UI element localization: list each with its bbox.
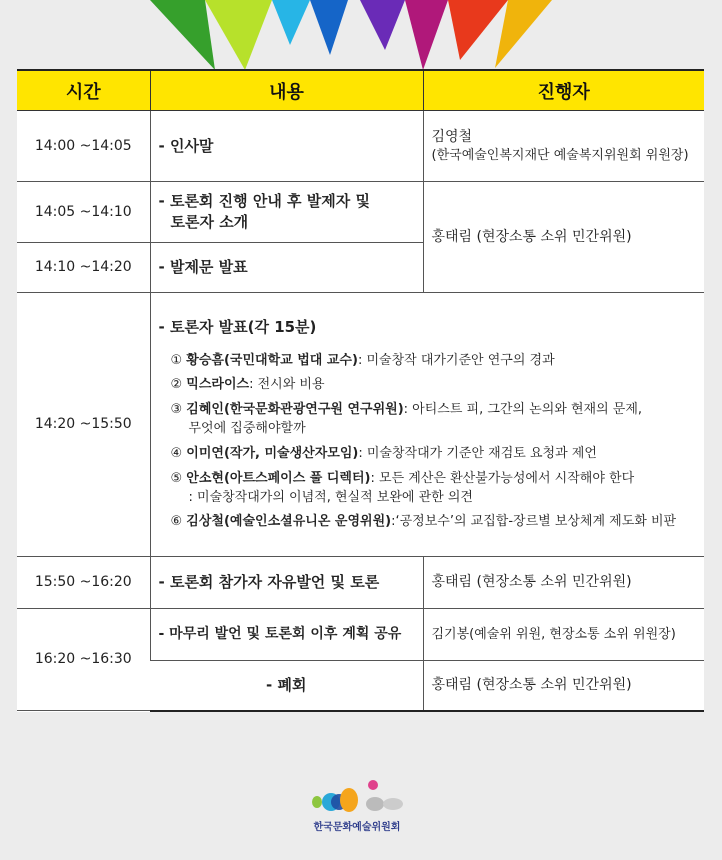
flag-blue [310, 0, 348, 55]
talk-number: ① [170, 352, 183, 368]
table-row [17, 557, 704, 609]
table-row [17, 609, 704, 661]
table-header-row [17, 70, 704, 111]
talk-speaker: 이미연(작가, 미술생산자모임) [186, 445, 359, 461]
list-item [171, 376, 697, 395]
agenda-text: - 토론회 진행 안내 후 발제자 및 [158, 192, 370, 211]
talk-topic-cont: : 미술창작대가의 이념적, 현실적 보완에 관한 의견 [188, 489, 473, 505]
talk-topic: : 전시와 비용 [249, 377, 325, 393]
time-cell: 15:50 ~16:20 [17, 557, 150, 609]
talk-speaker: 김상철(예술인소셜유니온 운영위원) [186, 514, 392, 530]
talk-number: ⑤ [170, 470, 183, 486]
header-time: 시간 [17, 70, 150, 111]
agenda-cell [150, 182, 423, 243]
talk-number: ④ [170, 445, 183, 461]
time-cell: 14:05 ~14:10 [17, 182, 150, 243]
table-row [17, 111, 704, 182]
list-item [171, 513, 697, 532]
agenda-text-cont: 토론자 소개 [170, 213, 249, 232]
agenda-text: - 발제문 발표 [158, 258, 248, 277]
flag-purple [360, 0, 405, 50]
talk-topic: :‘공정보수’의 교집합-장르별 보상체계 제도화 비판 [391, 514, 677, 530]
talk-list [159, 352, 697, 533]
list-item [171, 445, 697, 464]
table-row [17, 182, 704, 243]
talk-speaker: 믹스라이스 [186, 377, 250, 393]
talk-topic: : 미술창작 대가기준안 연구의 경과 [357, 352, 555, 368]
agenda-cell [150, 293, 704, 557]
agenda-cell [150, 609, 423, 661]
list-item [171, 401, 697, 439]
header-presenter: 진행자 [423, 70, 704, 111]
talk-topic: : 미술창작대가 기준안 재검토 요청과 제언 [358, 445, 597, 461]
agenda-text: - 토론회 참가자 자유발언 및 토론 [158, 573, 380, 592]
flag-yellow [495, 0, 552, 68]
agenda-text: - 폐회 [266, 675, 307, 694]
presenter-cell: 홍태림 (현장소통 소위 민간위원) [423, 661, 704, 711]
talk-speaker: 안소현(아트스페이스 풀 디렉터) [186, 470, 371, 486]
agenda-cell [150, 111, 423, 182]
decorative-flag-banner [0, 0, 722, 70]
schedule-table [17, 69, 704, 712]
time-cell: 14:20 ~15:50 [17, 293, 150, 557]
flag-green [150, 0, 215, 70]
presenter-cell: 김기봉(예술위 위원, 현장소통 소위 위원장) [423, 609, 704, 661]
talk-number: ⑥ [170, 514, 183, 530]
list-item [171, 352, 697, 371]
flag-lime [205, 0, 272, 70]
list-item [171, 470, 697, 508]
agenda-text: - 마무리 발언 및 토론회 이후 계획 공유 [158, 626, 402, 643]
presenter-cell: 홍태림 (현장소통 소위 민간위원) [423, 557, 704, 609]
agenda-cell [150, 557, 423, 609]
presenter-affiliation: (한국예술인복지재단 예술복지위원회 위원장) [431, 147, 689, 163]
time-cell: 14:00 ~14:05 [17, 111, 150, 182]
presenter-cell [423, 111, 704, 182]
flag-magenta [405, 0, 448, 70]
table-row [17, 293, 704, 557]
talk-topic: : 모든 계산은 환산불가능성에서 시작해야 한다 [370, 470, 635, 486]
talk-speaker: 황승흠(국민대학교 법대 교수) [186, 352, 358, 368]
agenda-text: - 토론자 발표(각 15분) [158, 317, 317, 336]
presenter-name: 김영철 [431, 128, 473, 145]
organization-name: 한국문화예술위원회 [313, 822, 401, 833]
talk-number: ③ [170, 402, 183, 418]
agenda-text: - 인사말 [158, 136, 214, 155]
talk-topic: : 아티스트 피, 그간의 논의와 현재의 문제, [403, 402, 643, 418]
talk-number: ② [170, 377, 183, 393]
agenda-cell [150, 243, 423, 293]
header-content: 내용 [150, 70, 423, 111]
time-cell: 16:20 ~16:30 [17, 609, 150, 711]
presenter-cell: 홍태림 (현장소통 소위 민간위원) [423, 182, 704, 293]
flag-cyan [272, 0, 310, 45]
time-cell: 14:10 ~14:20 [17, 243, 150, 293]
talk-topic-cont: 무엇에 집중해야할까 [188, 421, 306, 437]
talk-speaker: 김혜인(한국문화관광연구원 연구위원) [186, 402, 404, 418]
agenda-cell [150, 661, 423, 711]
